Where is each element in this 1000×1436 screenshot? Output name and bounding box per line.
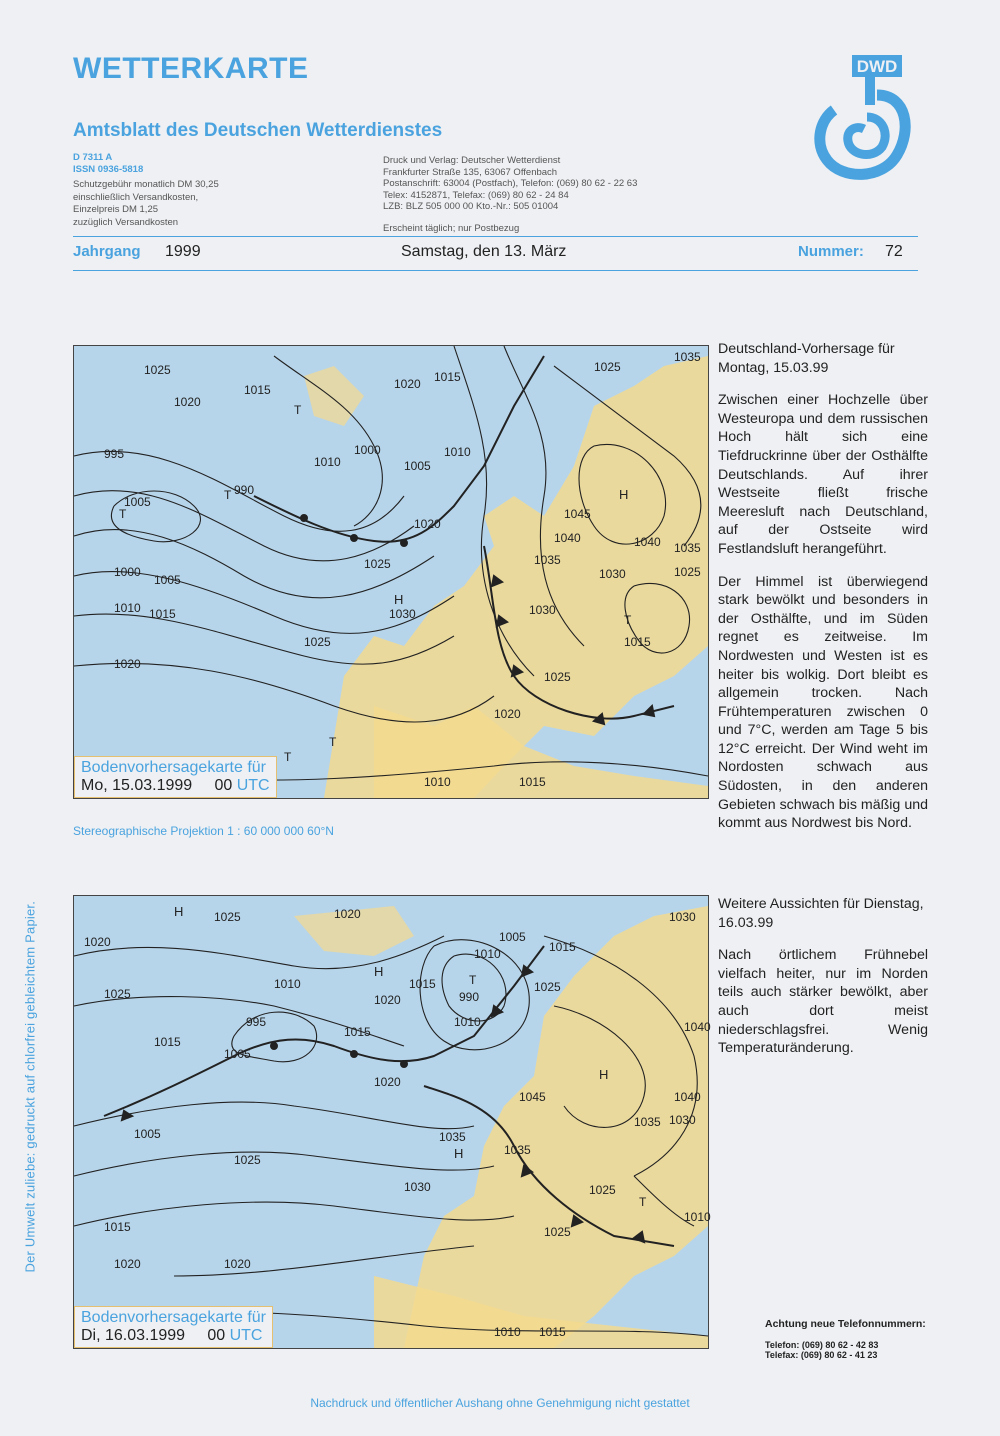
svg-text:1020: 1020 — [334, 907, 361, 921]
svg-text:T: T — [624, 613, 632, 627]
svg-text:1025: 1025 — [594, 360, 621, 374]
svg-text:1025: 1025 — [544, 1225, 571, 1239]
svg-text:1005: 1005 — [404, 459, 431, 473]
svg-text:1020: 1020 — [224, 1257, 251, 1271]
svg-text:1020: 1020 — [174, 395, 201, 409]
svg-text:H: H — [619, 487, 629, 502]
map2-caption: Bodenvorhersagekarte für Di, 16.03.1999 00 UTC — [74, 1306, 273, 1348]
svg-text:H: H — [599, 1067, 609, 1082]
footer-note: Nachdruck und öffentlicher Aushang ohne Genehmigung nicht gestattet — [310, 1396, 690, 1410]
svg-text:1010: 1010 — [114, 601, 141, 615]
svg-text:1015: 1015 — [539, 1325, 566, 1339]
svg-text:1025: 1025 — [534, 980, 561, 994]
svg-text:T: T — [469, 973, 477, 987]
svg-text:1015: 1015 — [154, 1035, 181, 1049]
forecast-tuesday-para1: Nach örtlichem Frühnebel vielfach heiter, nur im Norden teils auch stärker bewölkt, aber auch dort meist niederschlagsfrei. Wenig Temperaturänderung. — [718, 947, 928, 1057]
svg-text:1015: 1015 — [149, 607, 176, 621]
svg-text:H: H — [374, 964, 384, 979]
svg-text:1020: 1020 — [394, 377, 421, 391]
svg-text:1035: 1035 — [439, 1130, 466, 1144]
svg-text:995: 995 — [104, 447, 125, 461]
svg-text:990: 990 — [459, 990, 480, 1004]
svg-text:T: T — [639, 1195, 647, 1209]
svg-text:1015: 1015 — [519, 775, 546, 789]
forecast-monday-heading: Deutschland-Vorhersage für Montag, 15.03.99 — [718, 341, 895, 376]
svg-text:1000: 1000 — [354, 443, 381, 457]
svg-text:1010: 1010 — [474, 947, 501, 961]
svg-text:T: T — [329, 735, 337, 749]
svg-text:1010: 1010 — [274, 977, 301, 991]
svg-text:1010: 1010 — [424, 775, 451, 789]
svg-text:1015: 1015 — [624, 635, 651, 649]
svg-text:1015: 1015 — [244, 383, 271, 397]
svg-text:H: H — [394, 592, 404, 607]
forecast-monday-text — [718, 340, 928, 847]
svg-text:1020: 1020 — [114, 657, 141, 671]
svg-text:1030: 1030 — [669, 910, 696, 924]
svg-text:T: T — [224, 488, 232, 502]
svg-text:1005: 1005 — [134, 1127, 161, 1141]
svg-text:T: T — [294, 403, 302, 417]
issn-block: D 7311 A ISSN 0936-5818 — [73, 152, 144, 175]
svg-text:1035: 1035 — [634, 1115, 661, 1129]
svg-text:1020: 1020 — [494, 707, 521, 721]
svg-text:1045: 1045 — [519, 1090, 546, 1104]
weather-chart-1 — [74, 346, 708, 798]
page-title: WETTERKARTE — [73, 52, 309, 85]
forecast-map-monday — [73, 345, 709, 799]
weather-chart-2 — [74, 896, 711, 1348]
svg-text:1020: 1020 — [414, 517, 441, 531]
forecast-monday-para2: Der Himmel ist überwiegend stark bewölkt und besonders in der Osthälfte, und im Süden regnet es zeitweise. Im Nordwesten und Westen ist es heiter bis wolkig. Dort bleibt es allgemein trocken. Nach Frühtemperaturen zwischen 0 und 7°C, werden am Tage 5 bis 12°C erreicht. Der Wind weht im Nordosten schwach aus Südosten, in den anderen Gebieten schwach bis mäßig und kommt aus Nordwest bis Nord. — [718, 573, 928, 832]
svg-text:995: 995 — [246, 1015, 267, 1029]
svg-text:1040: 1040 — [684, 1020, 711, 1034]
svg-text:1005: 1005 — [154, 573, 181, 587]
svg-text:1025: 1025 — [104, 987, 131, 1001]
phone-notice: Achtung neue Telefonnummern: Telefon: (069) 80 62 - 42 83 Telefax: (069) 80 62 - 41 23 — [765, 1318, 926, 1360]
svg-text:1015: 1015 — [549, 940, 576, 954]
svg-text:1015: 1015 — [344, 1025, 371, 1039]
projection-note: Stereographische Projektion 1 : 60 000 000 60°N — [73, 824, 334, 838]
svg-text:1045: 1045 — [564, 507, 591, 521]
svg-text:1025: 1025 — [304, 635, 331, 649]
svg-text:1005: 1005 — [224, 1047, 251, 1061]
svg-text:1030: 1030 — [404, 1180, 431, 1194]
svg-text:1030: 1030 — [599, 567, 626, 581]
svg-text:1010: 1010 — [494, 1325, 521, 1339]
fee-block: Schutzgebühr monatlich DM 30,25 einschließlich Versandkosten, Einzelpreis DM 1,25 zuzüglich Versandkosten — [73, 179, 219, 228]
svg-text:1025: 1025 — [144, 363, 171, 377]
dwd-logo-icon — [812, 55, 912, 185]
svg-text:1010: 1010 — [454, 1015, 481, 1029]
svg-text:T: T — [284, 750, 292, 764]
publisher-block: Druck und Verlag: Deutscher Wetterdienst Frankfurter Straße 135, 63067 Offenbach Postanschrift: 63004 (Postfach), Telefon: (069) 80 62 - 22 63 Telex: 4152871, Telefax: (069) 80 62 - 24 84 LZB: BLZ 505 000 00 Kto.-Nr.: 505 01004 Erscheint täglich; nur Postbezug — [383, 155, 638, 234]
svg-text:990: 990 — [234, 483, 255, 497]
svg-text:1020: 1020 — [84, 935, 111, 949]
svg-text:1020: 1020 — [374, 993, 401, 1007]
svg-text:1040: 1040 — [674, 1090, 701, 1104]
svg-text:1025: 1025 — [674, 565, 701, 579]
map1-caption: Bodenvorhersagekarte für Mo, 15.03.1999 00 UTC — [74, 756, 277, 798]
svg-text:1025: 1025 — [589, 1183, 616, 1197]
svg-text:1015: 1015 — [434, 370, 461, 384]
svg-text:1040: 1040 — [634, 535, 661, 549]
svg-text:1025: 1025 — [364, 557, 391, 571]
svg-text:1010: 1010 — [684, 1210, 711, 1224]
forecast-monday-para1: Zwischen einer Hochzelle über Westeuropa und dem russischen Hoch hält sich eine Tiefdruckrinne über der Osthälfte Deutschlands. Auf ihrer Westseite fließt frische Meeresluft nach Deutschland, auf der Ostseite wird Festlandsluft herangeführt. — [718, 392, 928, 557]
svg-text:1005: 1005 — [124, 495, 151, 509]
page-subtitle: Amtsblatt des Deutschen Wetterdienstes — [73, 120, 443, 141]
forecast-tuesday-heading: Weitere Aussichten für Dienstag, 16.03.99 — [718, 896, 924, 931]
svg-text:1030: 1030 — [669, 1113, 696, 1127]
header-divider-bottom — [73, 270, 918, 271]
svg-text:1015: 1015 — [409, 977, 436, 991]
svg-text:1025: 1025 — [234, 1153, 261, 1167]
svg-text:1030: 1030 — [389, 607, 416, 621]
svg-text:1035: 1035 — [674, 541, 701, 555]
svg-text:H: H — [174, 904, 184, 919]
svg-text:1025: 1025 — [544, 670, 571, 684]
svg-text:1030: 1030 — [529, 603, 556, 617]
svg-text:1035: 1035 — [504, 1143, 531, 1157]
svg-text:1020: 1020 — [374, 1075, 401, 1089]
svg-text:1000: 1000 — [114, 565, 141, 579]
svg-text:1035: 1035 — [534, 553, 561, 567]
svg-text:1020: 1020 — [114, 1257, 141, 1271]
svg-text:DWD: DWD — [856, 57, 898, 76]
svg-text:1035: 1035 — [674, 350, 701, 364]
svg-text:1025: 1025 — [214, 910, 241, 924]
svg-text:1005: 1005 — [499, 930, 526, 944]
header-divider-top — [73, 236, 918, 237]
environment-note: Der Umwelt zuliebe: gedruckt auf chlorfrei gebleichtem Papier. — [22, 900, 38, 1273]
forecast-tuesday-text — [718, 895, 928, 1072]
svg-text:1010: 1010 — [444, 445, 471, 459]
svg-text:1040: 1040 — [554, 531, 581, 545]
forecast-map-tuesday — [73, 895, 709, 1349]
svg-text:H: H — [454, 1146, 464, 1161]
svg-text:1015: 1015 — [104, 1220, 131, 1234]
svg-text:1010: 1010 — [314, 455, 341, 469]
issue-row: Jahrgang 1999 Samstag, den 13. März Nummer: 72 — [73, 243, 903, 260]
svg-text:T: T — [119, 507, 127, 521]
